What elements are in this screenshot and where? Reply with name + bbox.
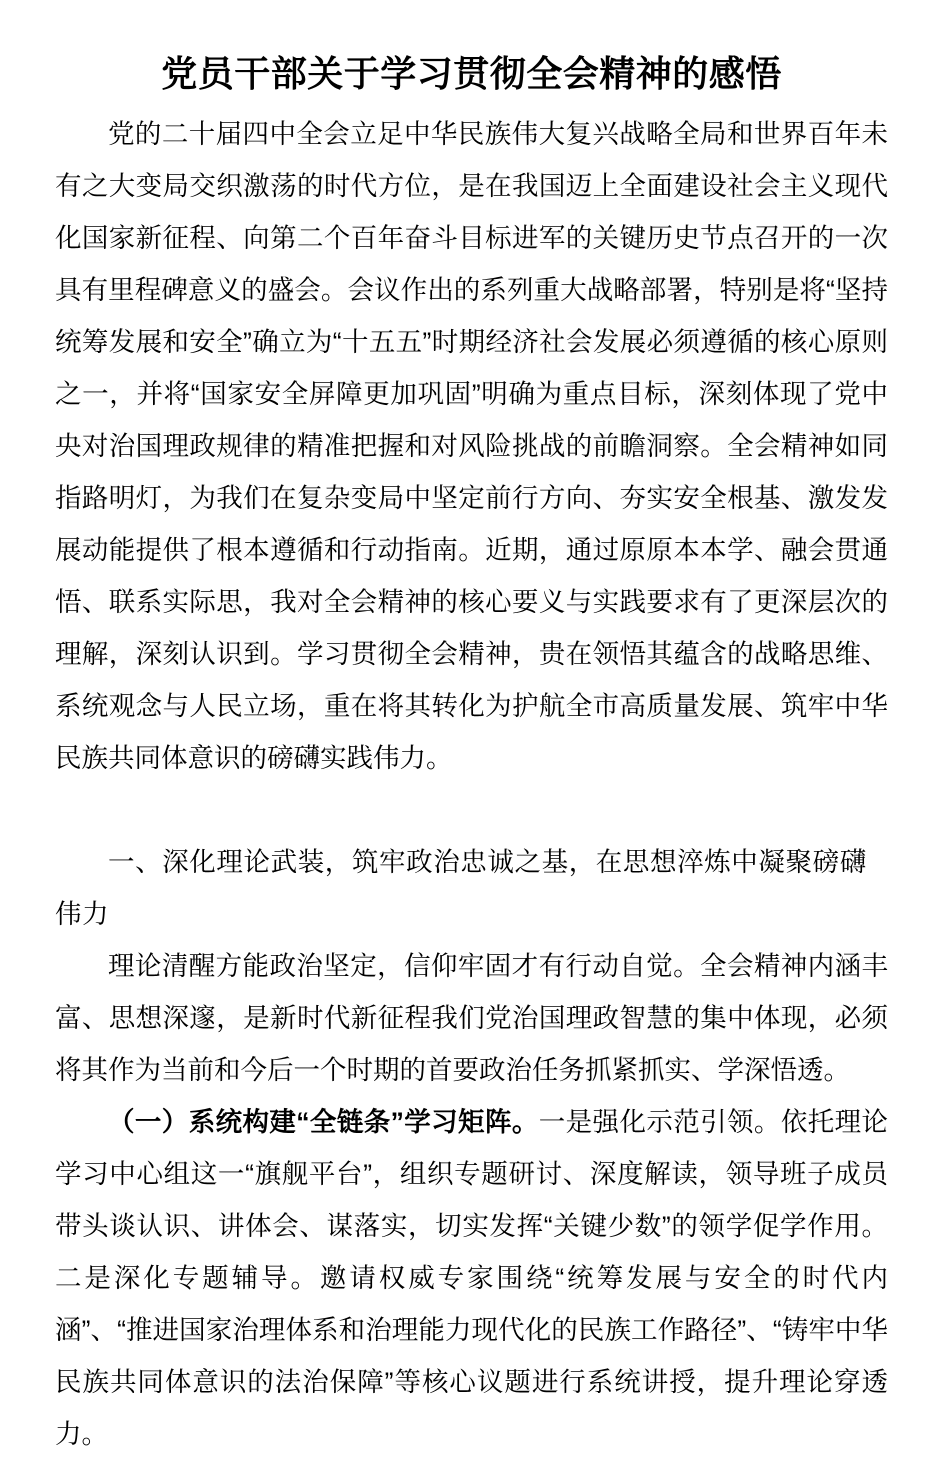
page-title: 党员干部关于学习贯彻全会精神的感悟 [161, 53, 782, 94]
subsection-one-body: 一是强化示范引领。依托理论学习中心组这一“旗舰平台”，组织专题研讨、深度解读，领导班子成员带头谈认识、讲体会、谋落实，切实发挥“关键少数”的领学促学作用。二是深化专题辅导。邀请权威专家围绕“统筹发展与安全的时代内涵”、“推进国家治理体系和治理能力现代化的民族工作路径”、“铸牢中华民族共同体意识的法治保障”等核心议题进行系统讲授，提升理论穿透力。 [55, 1107, 889, 1449]
subsection-one-lead: （一）系统构建“全链条”学习矩阵。 [108, 1107, 539, 1137]
heading-section-one: 一、深化理论武装，筑牢政治忠诚之基，在思想淬炼中凝聚磅礴伟力 [55, 847, 867, 929]
paragraph-opening: 党的二十届四中全会立足中华民族伟大复兴战略全局和世界百年未有之大变局交织激荡的时代方位，是在我国迈上全面建设社会主义现代化国家新征程、向第二个百年奋斗目标进军的关键历史节点召开的一次具有里程碑意义的盛会。会议作出的系列重大战略部署，特别是将“坚持统筹发展和安全”确立为“十五五”时期经济社会发展必须遵循的核心原则之一，并将“国家安全屏障更加巩固”明确为重点目标，深刻体现了党中央对治国理政规律的精准把握和对风险挑战的前瞻洞察。全会精神如同指路明灯，为我们在复杂变局中坚定前行方向、夯实安全根基、激发发展动能提供了根本遵循和行动指南。近期，通过原原本本学、融会贯通悟、联系实际思，我对全会精神的核心要义与实践要求有了更深层次的理解，深刻认识到。学习贯彻全会精神，贵在领悟其蕴含的战略思维、系统观念与人民立场，重在将其转化为护航全市高质量发展、筑牢中华民族共同体意识的磅礴实践伟力。 [55, 119, 888, 773]
paragraph-section-one-body: 理论清醒方能政治坚定，信仰牢固才有行动自觉。全会精神内涵丰富、思想深邃，是新时代新征程我们党治国理政智慧的集中体现，必须将其作为当前和今后一个时期的首要政治任务抓紧抓实、学深悟透。 [55, 951, 888, 1085]
paragraph-subsection-one [55, 1096, 888, 1460]
paragraph-spacer [55, 784, 888, 836]
